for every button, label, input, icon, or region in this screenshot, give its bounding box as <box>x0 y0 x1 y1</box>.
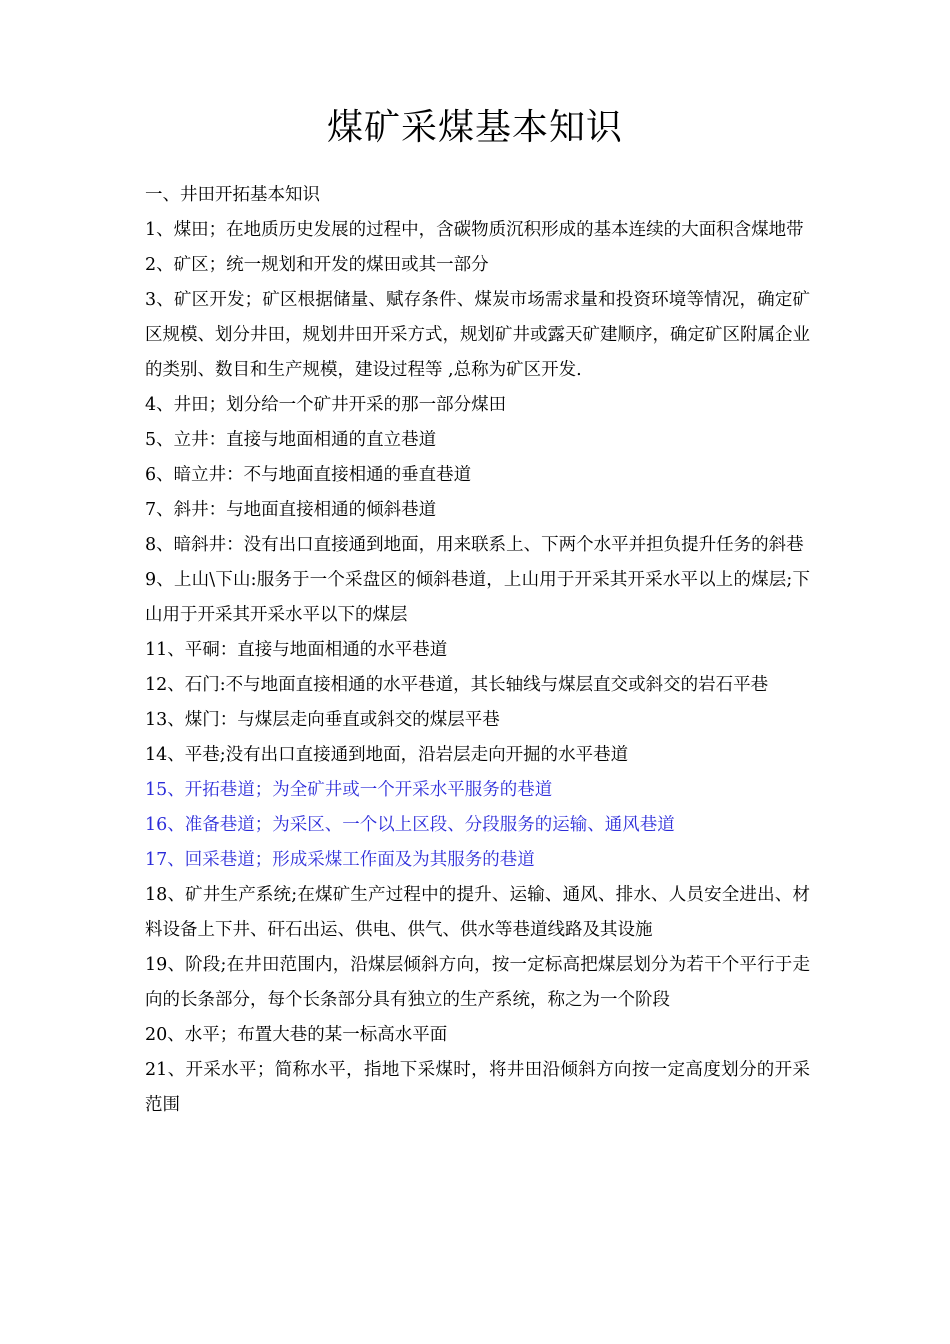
list-item: 1、煤田；在地质历史发展的过程中，含碳物质沉积形成的基本连续的大面积含煤地带 <box>145 220 804 240</box>
list-item: 4、井田；划分给一个矿井开采的那一部分煤田 <box>145 395 507 415</box>
list-item: 2、矿区；统一规划和开发的煤田或其一部分 <box>145 255 489 275</box>
list-item-highlighted: 15、开拓巷道；为全矿井或一个开采水平服务的巷道 <box>145 780 553 800</box>
document-body <box>145 178 810 1123</box>
list-item: 13、煤门：与煤层走向垂直或斜交的煤层平巷 <box>145 710 500 730</box>
list-item: 11、平硐：直接与地面相通的水平巷道 <box>145 640 448 660</box>
list-item: 12、石门:不与地面直接相通的水平巷道，其长轴线与煤层直交或斜交的岩石平巷 <box>145 675 769 695</box>
list-item-highlighted: 16、准备巷道；为采区、一个以上区段、分段服务的运输、通风巷道 <box>145 815 675 835</box>
list-item: 8、暗斜井：没有出口直接通到地面，用来联系上、下两个水平并担负提升任务的斜巷 <box>145 535 804 555</box>
list-item: 5、立井：直接与地面相通的直立巷道 <box>145 430 437 450</box>
list-item: 3、矿区开发；矿区根据储量、赋存条件、煤炭市场需求量和投资环境等情况，确定矿区规模、划分井田，规划井田开采方式，规划矿井或露天矿建顺序，确定矿区附属企业的类别、数目和生产规模，建设过程等 ,总称为矿区开发. <box>145 290 810 380</box>
list-item: 7、斜井：与地面直接相通的倾斜巷道 <box>145 500 437 520</box>
page-title: 煤矿采煤基本知识 <box>326 107 623 148</box>
list-item: 6、暗立井：不与地面直接相通的垂直巷道 <box>145 465 472 485</box>
list-item: 14、平巷;没有出口直接通到地面，沿岩层走向开掘的水平巷道 <box>145 745 629 765</box>
list-item: 9、上山\下山:服务于一个采盘区的倾斜巷道，上山用于开采其开采水平以上的煤层;下山用于开采其开采水平以下的煤层 <box>145 570 810 625</box>
section-heading: 一、井田开拓基本知识 <box>145 185 320 205</box>
list-item: 20、水平；布置大巷的某一标高水平面 <box>145 1025 448 1045</box>
list-item-highlighted: 17、回采巷道；形成采煤工作面及为其服务的巷道 <box>145 850 535 870</box>
list-item: 19、阶段;在井田范围内，沿煤层倾斜方向，按一定标高把煤层划分为若干个平行于走向的长条部分，每个长条部分具有独立的生产系统，称之为一个阶段 <box>145 955 810 1010</box>
list-item: 21、开采水平；简称水平，指地下采煤时，将井田沿倾斜方向按一定高度划分的开采范围 <box>145 1060 810 1115</box>
list-item: 18、矿井生产系统;在煤矿生产过程中的提升、运输、通风、排水、人员安全进出、材料设备上下井、矸石出运、供电、供气、供水等巷道线路及其设施 <box>145 885 810 940</box>
